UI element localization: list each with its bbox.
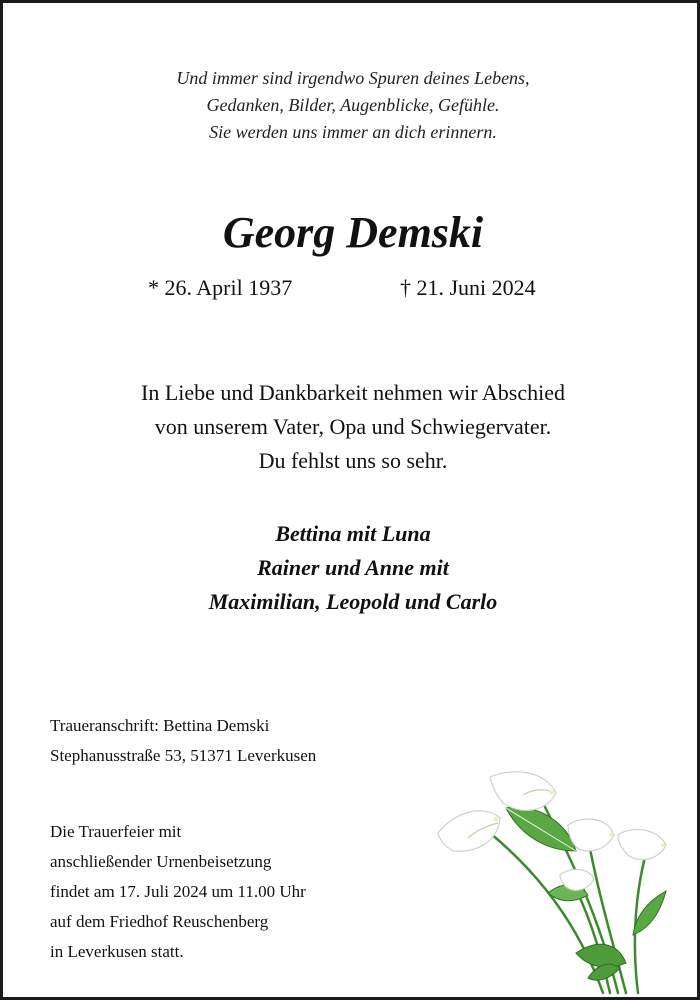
address-line: Stephanusstraße 53, 51371 Leverkusen xyxy=(50,746,317,765)
farewell-text xyxy=(3,376,700,478)
family-signatures xyxy=(3,517,700,619)
service-line: Die Trauerfeier mit xyxy=(50,822,182,841)
motto-line: Sie werden uns immer an dich erinnern. xyxy=(209,122,497,142)
farewell-line: Du fehlst uns so sehr. xyxy=(258,448,448,473)
service-line: auf dem Friedhof Reuschenberg xyxy=(50,912,269,931)
calla-lily-icon xyxy=(428,763,693,995)
family-line: Maximilian, Leopold und Carlo xyxy=(208,589,498,614)
service-line: in Leverkusen statt. xyxy=(50,942,184,961)
motto-line: Und immer sind irgendwo Spuren deines Lebens, xyxy=(176,68,530,88)
birth-date: * 26. April 1937 xyxy=(148,275,293,300)
family-line: Rainer und Anne mit xyxy=(257,555,449,580)
address-line: Traueranschrift: Bettina Demski xyxy=(50,716,270,735)
deceased-name: Georg Demski xyxy=(222,208,484,257)
motto-line: Gedanken, Bilder, Augenblicke, Gefühle. xyxy=(206,95,500,115)
farewell-line: von unserem Vater, Opa und Schwiegervater. xyxy=(154,414,552,439)
family-line: Bettina mit Luna xyxy=(275,521,431,546)
farewell-line: In Liebe und Dankbarkeit nehmen wir Abschied xyxy=(141,380,565,405)
service-line: anschließender Urnenbeisetzung xyxy=(50,852,272,871)
funeral-service-info xyxy=(50,817,306,967)
service-line: findet am 17. Juli 2024 um 11.00 Uhr xyxy=(50,882,306,901)
mourning-address xyxy=(50,711,316,771)
death-date: † 21. Juni 2024 xyxy=(400,275,536,300)
motto-quote xyxy=(3,65,700,146)
